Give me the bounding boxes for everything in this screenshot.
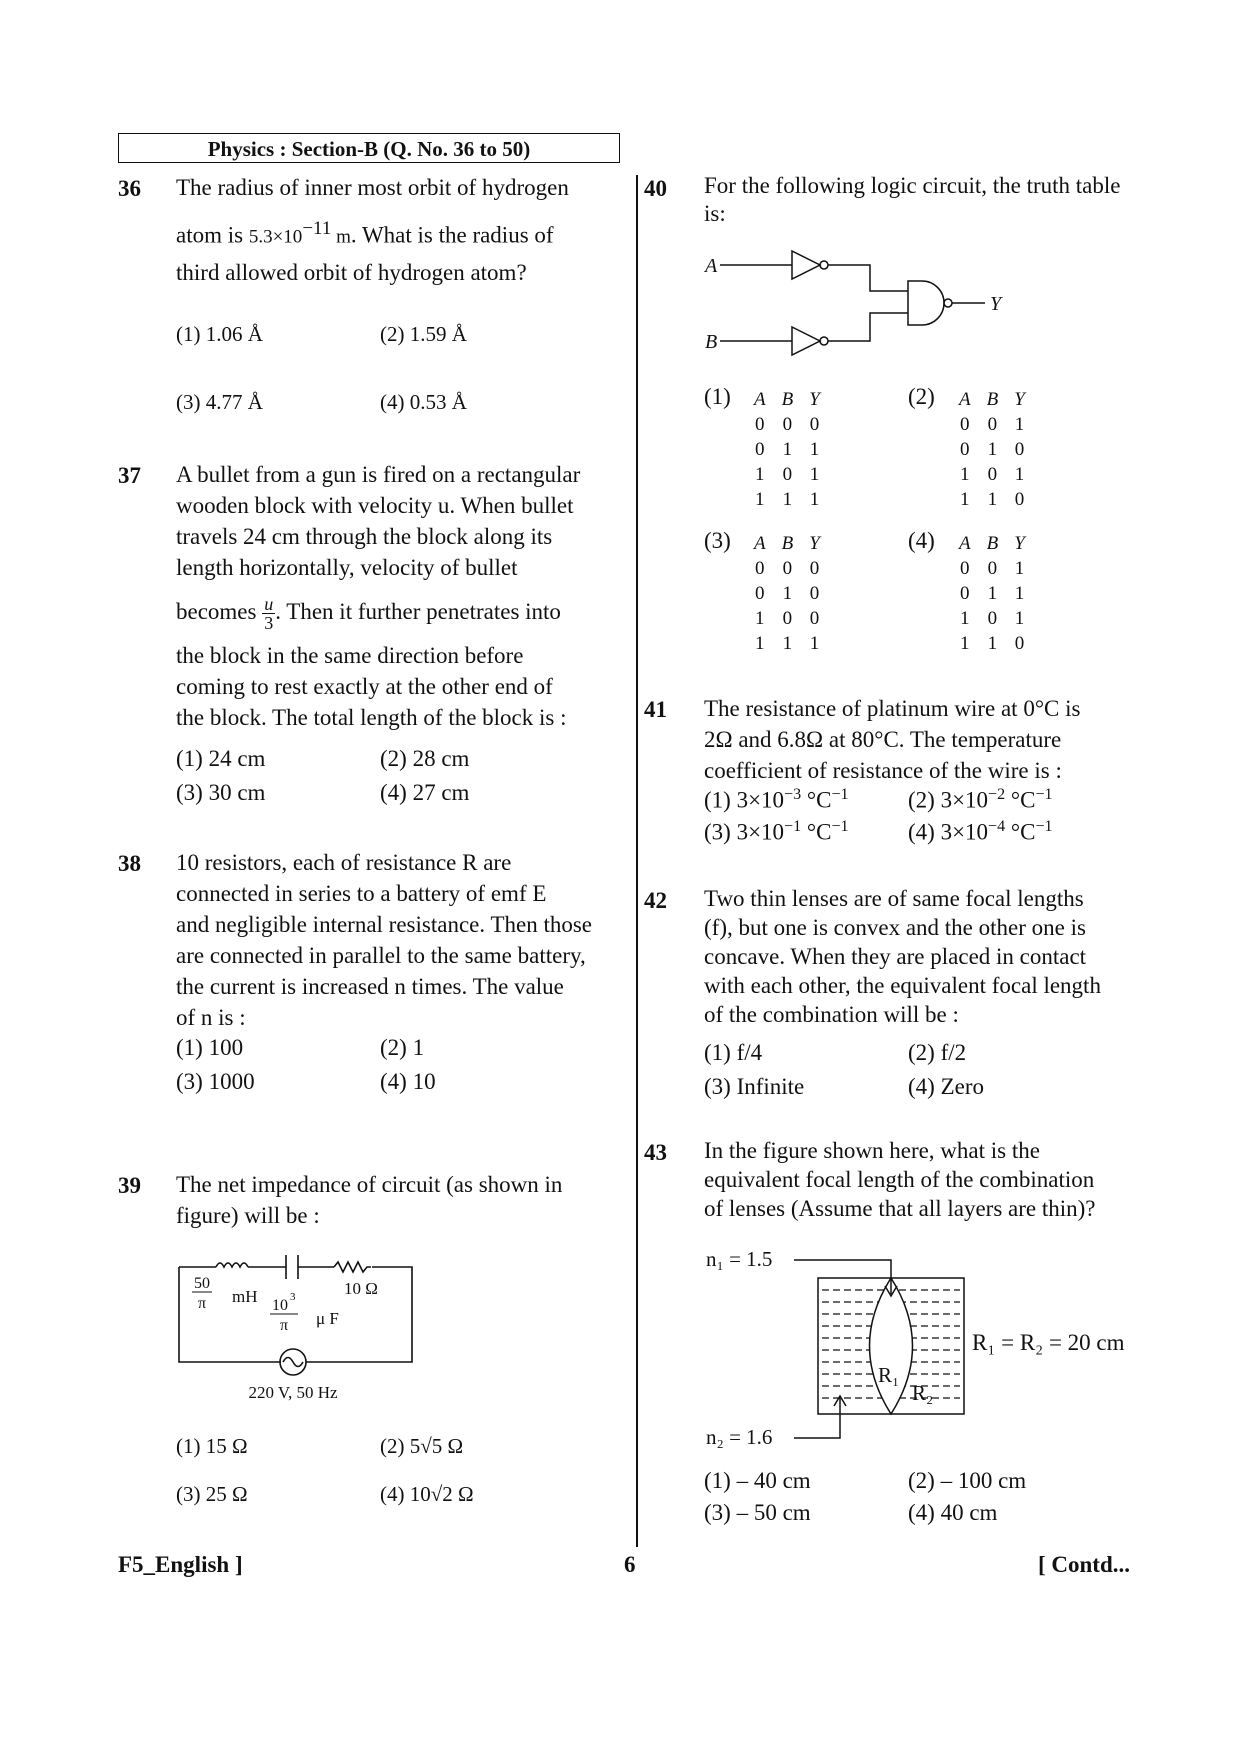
inductor-value-denominator: π xyxy=(197,1295,207,1312)
page-number: 6 xyxy=(624,1552,636,1577)
inductor-value-numerator: 50 xyxy=(194,1275,210,1292)
question-37-text: A bullet from a gun is fired on a rectangular wooden block with velocity u. When bullet travels 24 cm through the block along its length horizontally, velocity of bullet becomes $\frac{u}{3}$ . Then it further penetrates into the block in the same direction before coming to rest exactly at the other end of the block. The total length of the block is : xyxy=(176,462,581,730)
question-40-text: For the following logic circuit, the truth table is: xyxy=(704,173,1121,226)
option[interactable]: (3) – 50 cm xyxy=(704,1500,811,1525)
question-number: 37 xyxy=(118,463,141,488)
option[interactable]: (4) 10√2 Ω xyxy=(380,1482,474,1506)
r2-label: R₂ xyxy=(912,1381,934,1405)
option[interactable]: (1) 15 Ω xyxy=(176,1434,248,1458)
option-label[interactable]: (1) xyxy=(704,384,731,409)
option[interactable]: (4) 10 xyxy=(380,1069,436,1094)
column-divider xyxy=(636,175,638,1547)
truth-table-option-3[interactable]: A B Y 0 0 0 0 1 0 1 0 0 1 1 1 xyxy=(754,533,820,654)
footer-code: F5_English ] xyxy=(118,1552,243,1577)
option[interactable]: (1) $3\times 10^{-3}$ $^\circ C^{-1}$ xyxy=(704,786,849,813)
question-number: 40 xyxy=(644,176,667,201)
option[interactable]: (4) 40 cm xyxy=(908,1500,998,1525)
option[interactable]: (4) Zero xyxy=(908,1074,984,1099)
capacitor-value-denominator: π xyxy=(279,1317,289,1334)
question-number: 42 xyxy=(644,888,667,913)
option[interactable]: (2) $3\times 10^{-2}$ $^\circ C^{-1}$ xyxy=(908,786,1053,813)
option[interactable]: (1) f/4 xyxy=(704,1040,763,1065)
footer-contd: [ Contd... xyxy=(1038,1552,1131,1577)
question-number: 41 xyxy=(644,697,667,722)
option[interactable]: (4) $3\times 10^{-4}$ $^\circ C^{-1}$ xyxy=(908,818,1053,845)
option[interactable]: (2) 1 xyxy=(380,1035,425,1060)
option[interactable]: (3) 30 cm xyxy=(176,780,266,805)
option[interactable]: (3) $3\times 10^{-1}$ $^\circ C^{-1}$ xyxy=(704,818,849,845)
option[interactable]: (4) 27 cm xyxy=(380,780,470,805)
logic-circuit-diagram xyxy=(700,243,1020,368)
output-y-label: Y xyxy=(990,293,1002,315)
resistor-value: 10 Ω xyxy=(344,1279,378,1298)
truth-table-option-4[interactable]: A B Y 0 0 1 0 1 1 1 0 1 1 1 0 xyxy=(959,533,1025,654)
question-number: 38 xyxy=(118,851,141,876)
truth-table-option-2[interactable]: A B Y 0 0 1 0 1 0 1 0 1 1 1 0 xyxy=(959,389,1025,510)
n1-label: n₁ = 1.5 xyxy=(706,1247,773,1271)
option[interactable]: (1) 24 cm xyxy=(176,746,266,771)
question-43-text: In the figure shown here, what is the equivalent focal length of the combination of lenses (Assume that all layers are thin)? xyxy=(704,1138,1096,1221)
option[interactable]: (1) 100 xyxy=(176,1035,244,1060)
question-36-text: The radius of inner most orbit of hydrogen atom is $5.3\times 10^{-11}$ m. What is the radius of third allowed orbit of hydrogen atom? xyxy=(176,175,569,285)
radius-label: R₁ = R₂ = 20 cm xyxy=(972,1330,1125,1355)
question-number: 39 xyxy=(118,1173,141,1198)
input-b-label: B xyxy=(705,331,718,353)
question-number: 43 xyxy=(644,1140,667,1165)
option[interactable]: (2) 5√5 Ω xyxy=(380,1434,464,1458)
source-label: 220 V, 50 Hz xyxy=(248,1383,338,1402)
lens-combination-diagram xyxy=(700,1242,1140,1452)
option[interactable]: (2) – 100 cm xyxy=(908,1468,1027,1493)
option[interactable]: (3) 4.77 Å xyxy=(176,390,263,414)
n2-label: n₂ = 1.6 xyxy=(706,1425,773,1449)
option[interactable]: (2) 1.59 Å xyxy=(380,322,467,346)
lcr-circuit-diagram xyxy=(176,1252,426,1402)
question-38-text: 10 resistors, each of resistance R are connected in series to a battery of emf E and negligible internal resistance. Then those are connected in parallel to the same battery, the current is increased n times. The value of n is : xyxy=(176,850,592,1030)
option[interactable]: (2) 28 cm xyxy=(380,746,470,771)
option[interactable]: (4) 0.53 Å xyxy=(380,390,467,414)
capacitor-value-exponent: 3 xyxy=(290,1291,296,1303)
inductor-unit: mH xyxy=(232,1287,258,1306)
option[interactable]: (1) – 40 cm xyxy=(704,1468,811,1493)
option[interactable]: (3) Infinite xyxy=(704,1074,805,1099)
option[interactable]: (2) f/2 xyxy=(908,1040,967,1065)
input-a-label: A xyxy=(705,255,718,277)
option[interactable]: (1) 1.06 Å xyxy=(176,322,263,346)
option[interactable]: (3) 25 Ω xyxy=(176,1482,248,1506)
option[interactable]: (3) 1000 xyxy=(176,1069,255,1094)
option-label[interactable]: (4) xyxy=(908,528,935,553)
capacitor-value-numerator: 10 xyxy=(272,1297,288,1314)
truth-table-option-1[interactable]: A B Y 0 0 0 0 1 1 1 0 1 1 1 1 xyxy=(754,389,820,510)
r1-label: R₁ xyxy=(878,1363,900,1387)
question-41-text: The resistance of platinum wire at 0°C is 2Ω and 6.8Ω at 80°C. The temperature coefficient of resistance of the wire is : xyxy=(704,696,1081,783)
option-label[interactable]: (2) xyxy=(908,384,935,409)
option-label[interactable]: (3) xyxy=(704,528,731,553)
question-42-text: Two thin lenses are of same focal lengths (f), but one is convex and the other one is concave. When they are placed in contact with each other, the equivalent focal length of the combination will be : xyxy=(704,886,1101,1027)
question-39-text: The net impedance of circuit (as shown in figure) will be : xyxy=(176,1172,563,1228)
question-number: 36 xyxy=(118,176,141,201)
capacitor-unit: μ F xyxy=(316,1309,339,1328)
section-title: Physics : Section-B (Q. No. 36 to 50) xyxy=(118,133,620,163)
